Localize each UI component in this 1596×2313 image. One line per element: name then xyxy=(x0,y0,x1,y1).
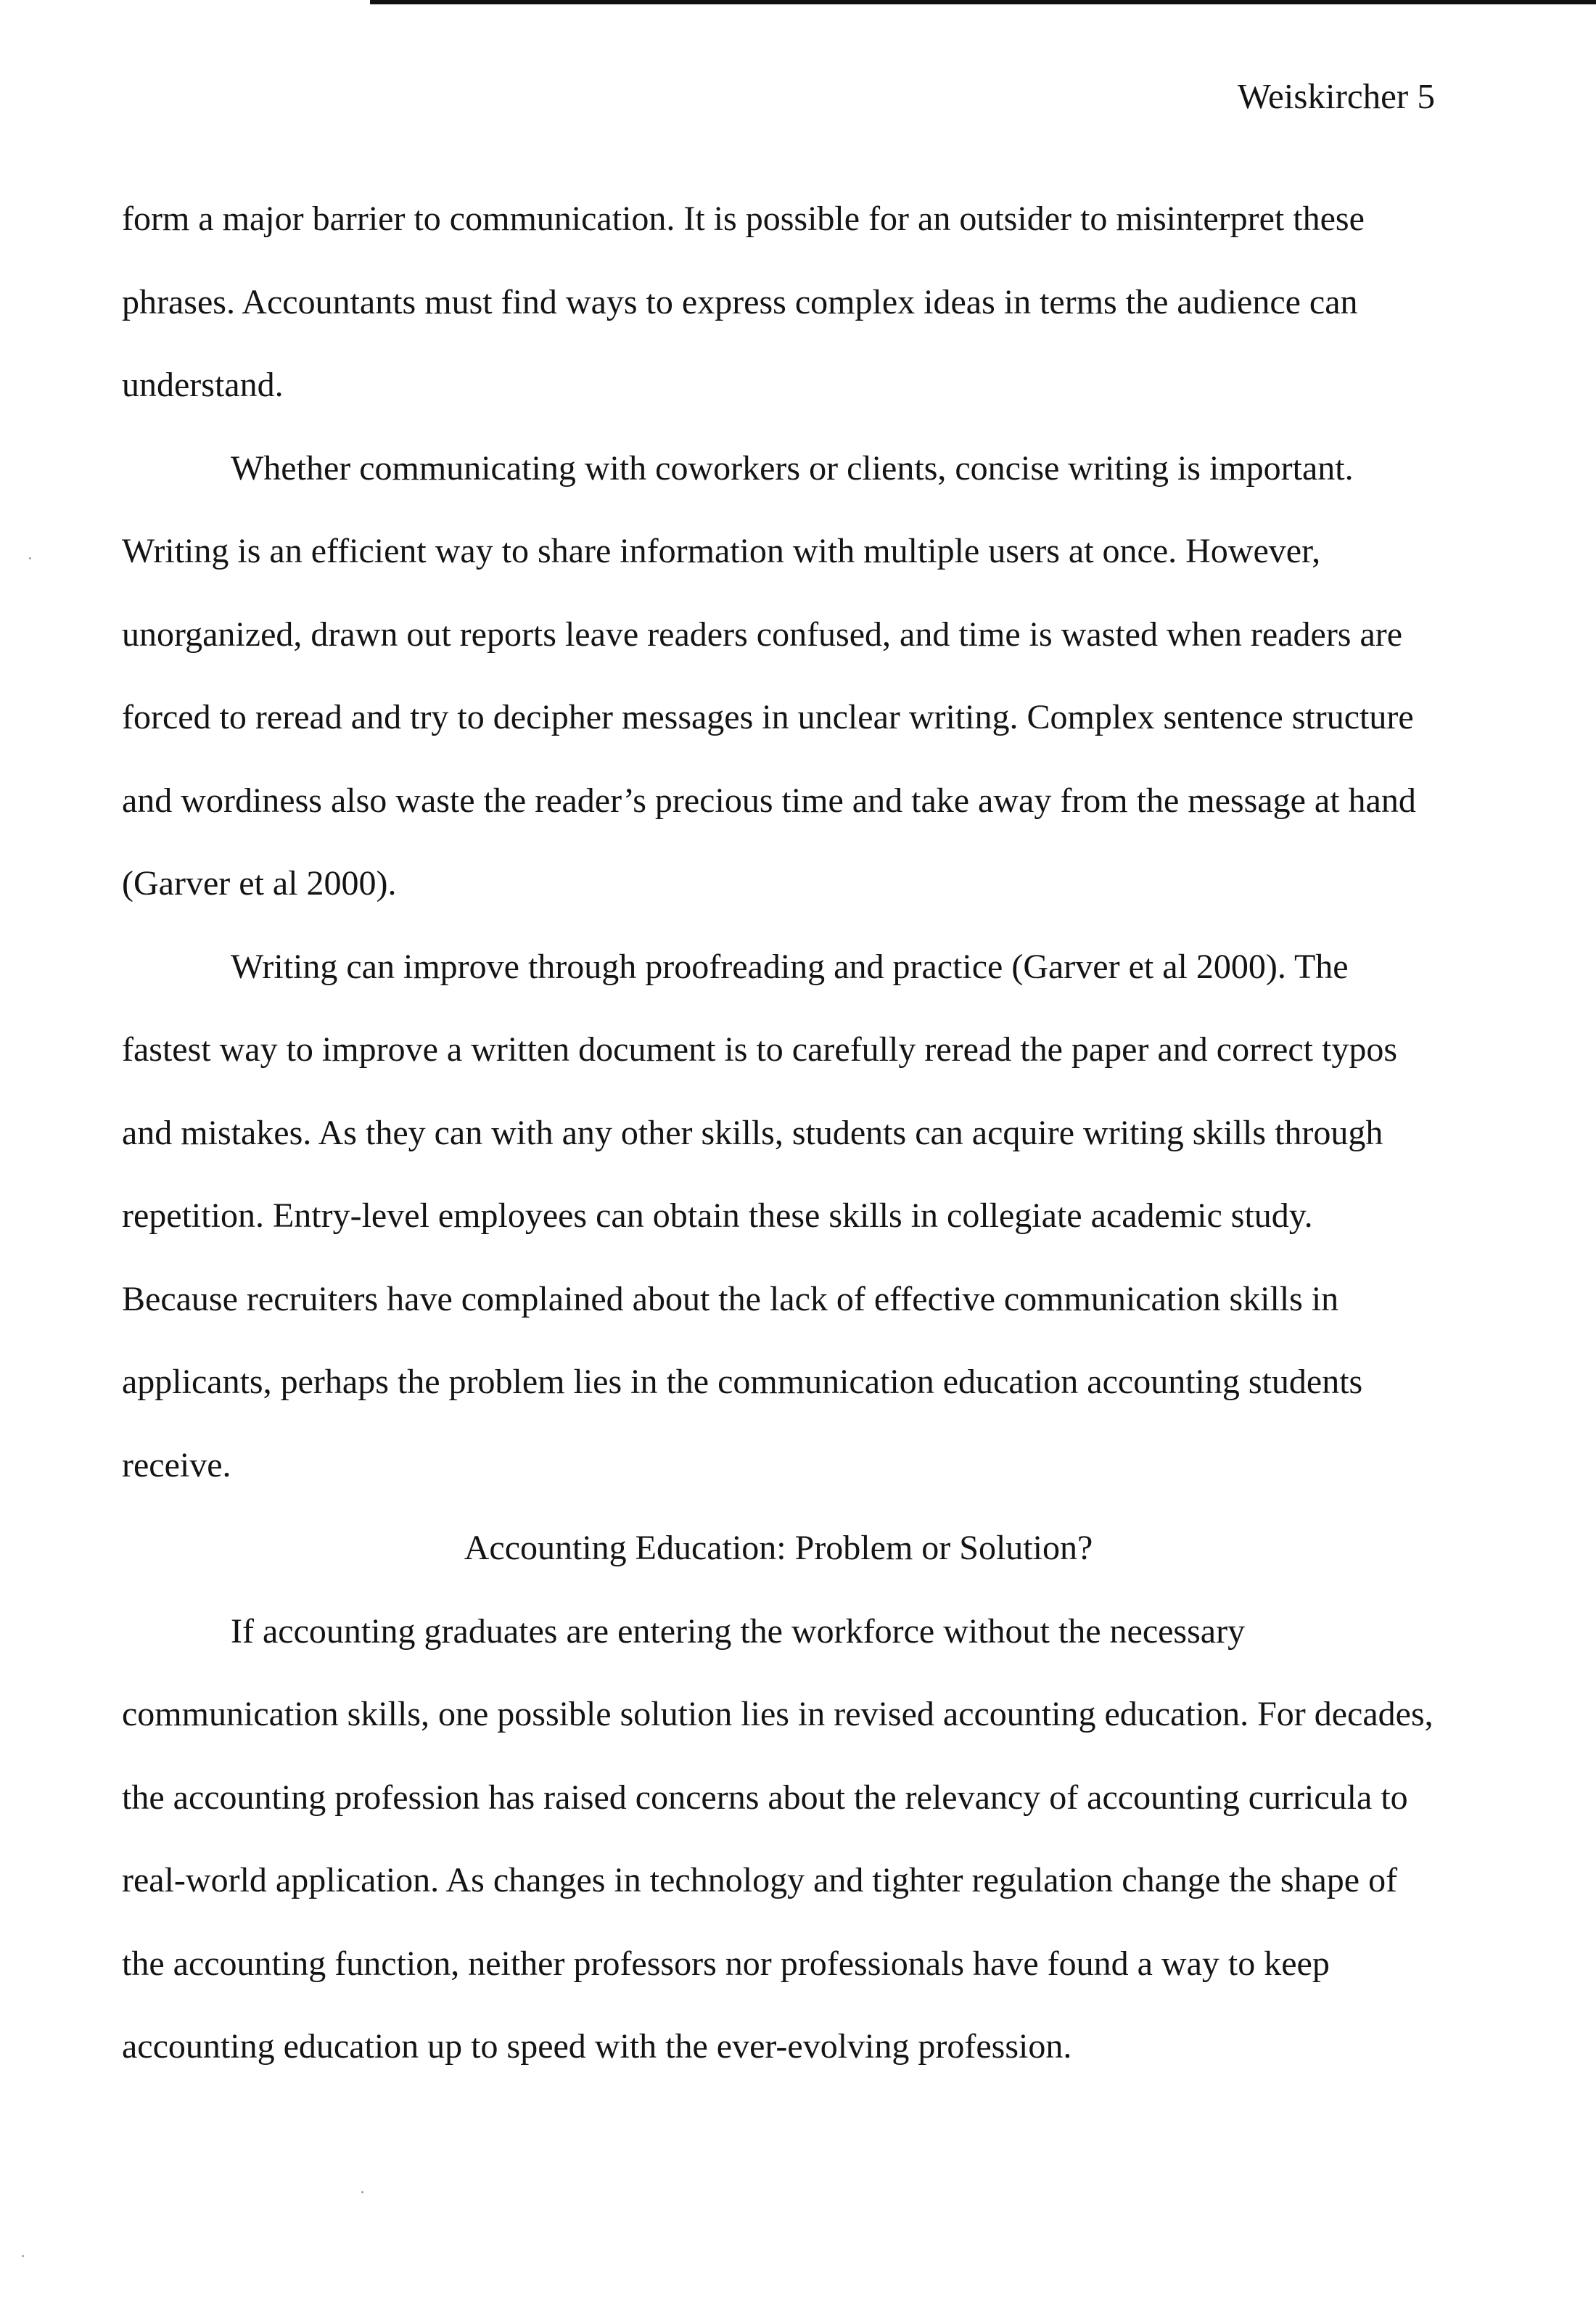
document-body xyxy=(122,178,1435,2089)
scan-speck xyxy=(361,2191,363,2193)
paragraph-concise-writing: Whether communicating with coworkers or clients, concise writing is important. Writing is an efficient way to share information with multiple users at once. However, unorganized, drawn out reports leave readers confused, and time is wasted when readers are forced to reread and try to decipher messages in unclear writing. Complex sentence structure and wordiness also waste the reader’s precious time and take away from the message at hand (Garver et al 2000). xyxy=(122,448,1416,903)
paragraph-continued: form a major barrier to communication. It is possible for an outsider to misinterpret these phrases. Accountants must find ways to express complex ideas in terms the audience can understand. xyxy=(122,200,1365,404)
section-heading: Accounting Education: Problem or Solution? xyxy=(464,1529,1093,1567)
scan-edge xyxy=(370,0,1596,4)
scan-speck xyxy=(22,2255,24,2257)
running-head: Weiskircher 5 xyxy=(1237,76,1435,116)
paragraph-writing-improvement: Writing can improve through proofreading and practice (Garver et al 2000). The fastest way to improve a written document is to carefully reread the paper and correct typos and mistakes. As they can with any other skills, students can acquire writing skills through repetition. Entry-level employees can obtain these skills in collegiate academic study. Because recruiters have complained about the lack of effective communication skills in applicants, perhaps the problem lies in the communication education accounting students receive. xyxy=(122,947,1397,1484)
paragraph-accounting-education: If accounting graduates are entering the workforce without the necessary communication skills, one possible solution lies in revised accounting education. For decades, the accounting profession has raised concerns about the relevancy of accounting curricula to real-world application. As changes in technology and tighter regulation change the shape of the accounting function, neither professors nor professionals have found a way to keep accounting education up to speed with the ever-evolving profession. xyxy=(122,1611,1433,2066)
scan-speck xyxy=(29,557,31,559)
